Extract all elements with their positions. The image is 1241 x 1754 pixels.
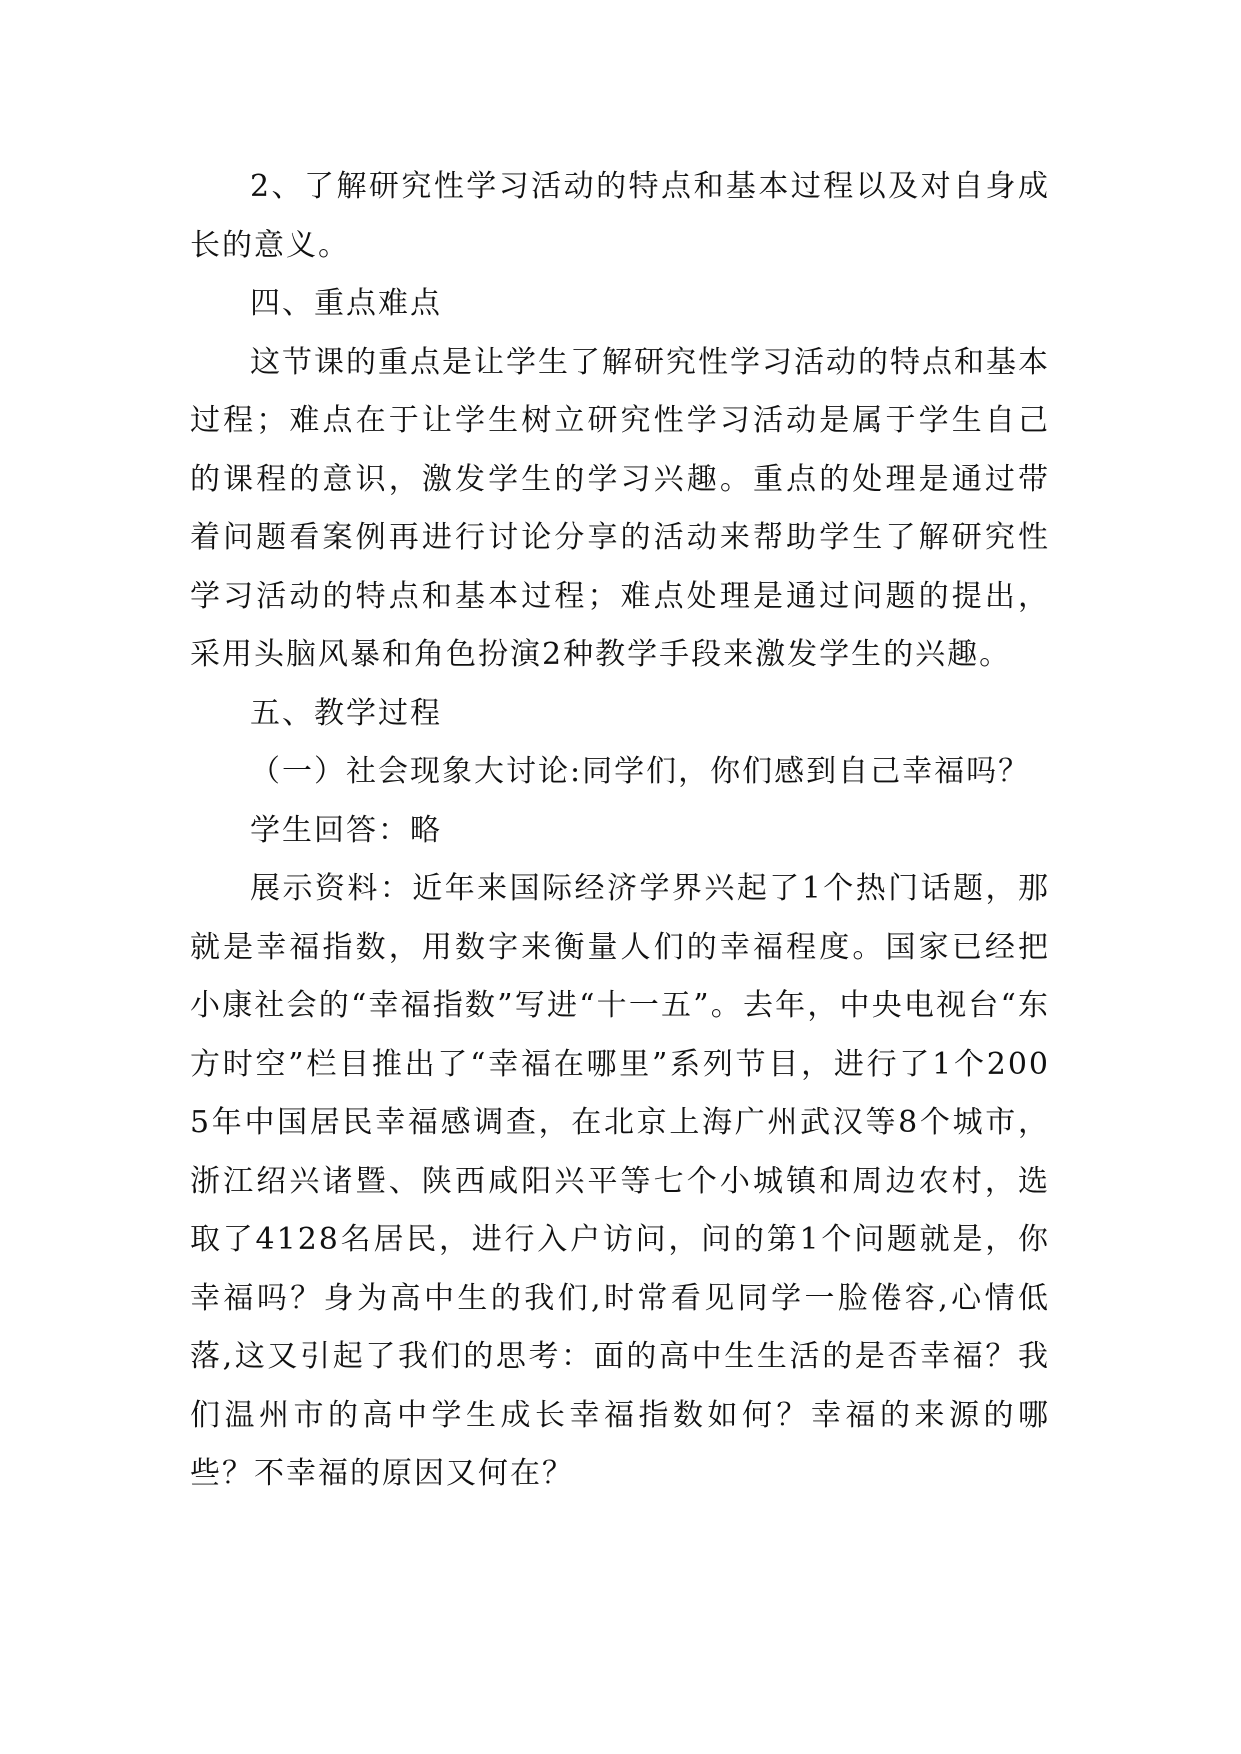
subheading-social-discussion: （一）社会现象大讨论:同学们，你们感到自己幸福吗？ xyxy=(250,754,1031,789)
document-body xyxy=(190,158,1050,1504)
paragraph-objective-2: 2、了解研究性学习活动的特点和基本过程以及对自身成长的意义。 xyxy=(190,169,1050,263)
heading-key-difficult-points: 四、重点难点 xyxy=(250,286,442,321)
paragraph-show-materials: 展示资料：近年来国际经济学界兴起了1个热门话题，那就是幸福指数，用数字来衡量人们的幸福程度。国家已经把小康社会的“幸福指数”写进“十一五”。去年，中央电视台“东方时空”栏目推出了“幸福在哪里”系列节目，进行了1个2005年中国居民幸福感调查，在北京上海广州武汉等8个城市，浙江绍兴诸暨、陕西咸阳兴平等七个小城镇和周边农村，选取了4128名居民，进行入户访问，问的第1个问题就是，你幸福吗？身为高中生的我们,时常看见同学一脸倦容,心情低落,这又引起了我们的思考：面的高中生生活的是否幸福？我们温州市的高中学生成长幸福指数如何？幸福的来源的哪些？不幸福的原因又何在？ xyxy=(190,871,1050,1491)
paragraph-student-answer: 学生回答：略 xyxy=(250,812,442,848)
paragraph-key-points: 这节课的重点是让学生了解研究性学习活动的特点和基本过程；难点在于让学生树立研究性学习活动是属于学生自己的课程的意识，激发学生的学习兴趣。重点的处理是通过带着问题看案例再进行讨论分享的活动来帮助学生了解研究性学习活动的特点和基本过程；难点处理是通过问题的提出，采用头脑风暴和角色扮演2种教学手段来激发学生的兴趣。 xyxy=(190,344,1050,672)
heading-teaching-process: 五、教学过程 xyxy=(250,695,442,731)
